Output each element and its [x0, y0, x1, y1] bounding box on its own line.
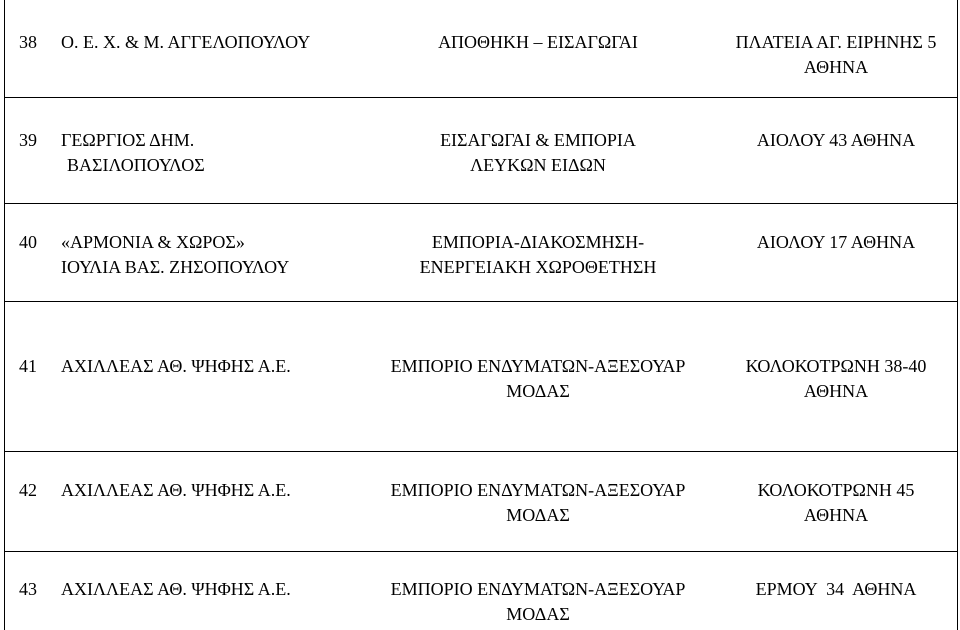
row-number: 43	[19, 579, 37, 599]
company-address: ΑΙΟΛΟΥ 43 ΑΘΗΝΑ	[756, 130, 916, 150]
row-number: 42	[19, 480, 37, 500]
company-activity: ΕΜΠΟΡΙΟ ΕΝΔΥΜΑΤΩΝ-ΑΞΕΣΟΥΑΡ ΜΟΔΑΣ	[390, 356, 686, 401]
table-row	[4, 552, 958, 630]
company-name: ΓΕΩΡΓΙΟΣ ΔΗΜ. ΒΑΣΙΛΟΠΟΥΛΟΣ	[61, 130, 205, 175]
company-activity: ΕΜΠΟΡΙΟ ΕΝΔΥΜΑΤΩΝ-ΑΞΕΣΟΥΑΡ ΜΟΔΑΣ	[390, 579, 686, 624]
table-row	[4, 98, 958, 204]
table-row	[4, 452, 958, 552]
company-name: «ΑΡΜΟΝΙΑ & ΧΩΡΟΣ» ΙΟΥΛΙΑ ΒΑΣ. ΖΗΣΟΠΟΥΛΟΥ	[61, 232, 290, 277]
table-row	[4, 0, 958, 98]
row-number: 40	[19, 232, 37, 252]
row-number: 39	[19, 130, 37, 150]
company-activity: ΕΜΠΟΡΙΑ-ΔΙΑΚΟΣΜΗΣΗ- ΕΝΕΡΓΕΙΑΚΗ ΧΩΡΟΘΕΤΗΣΗ	[419, 232, 657, 277]
company-address: ΚΟΛΟΚΟΤΡΩΝΗ 38-40 ΑΘΗΝΑ	[745, 356, 927, 401]
company-name: ΑΧΙΛΛΕΑΣ ΑΘ. ΨΗΦΗΣ Α.Ε.	[61, 480, 291, 500]
company-address: ΕΡΜΟΥ 34 ΑΘΗΝΑ	[755, 579, 917, 599]
company-name: ΑΧΙΛΛΕΑΣ ΑΘ. ΨΗΦΗΣ Α.Ε.	[61, 356, 291, 376]
company-address: ΚΟΛΟΚΟΤΡΩΝΗ 45 ΑΘΗΝΑ	[757, 480, 915, 525]
row-number: 41	[19, 356, 37, 376]
company-activity: ΕΙΣΑΓΩΓΑΙ & ΕΜΠΟΡΙΑ ΛΕΥΚΩΝ ΕΙΔΩΝ	[440, 130, 636, 175]
table-row	[4, 204, 958, 302]
company-name: ΑΧΙΛΛΕΑΣ ΑΘ. ΨΗΦΗΣ Α.Ε.	[61, 579, 291, 599]
table-row	[4, 302, 958, 452]
row-number: 38	[19, 32, 37, 52]
company-activity: ΕΜΠΟΡΙΟ ΕΝΔΥΜΑΤΩΝ-ΑΞΕΣΟΥΑΡ ΜΟΔΑΣ	[390, 480, 686, 525]
company-address: ΠΛΑΤΕΙΑ ΑΓ. ΕΙΡΗΝΗΣ 5 ΑΘΗΝΑ	[735, 32, 937, 77]
company-address: ΑΙΟΛΟΥ 17 ΑΘΗΝΑ	[756, 232, 916, 252]
company-name: Ο. Ε. Χ. & Μ. ΑΓΓΕΛΟΠΟΥΛΟΥ	[61, 32, 311, 52]
company-activity: ΑΠΟΘΗΚΗ – ΕΙΣΑΓΩΓΑΙ	[438, 32, 638, 52]
